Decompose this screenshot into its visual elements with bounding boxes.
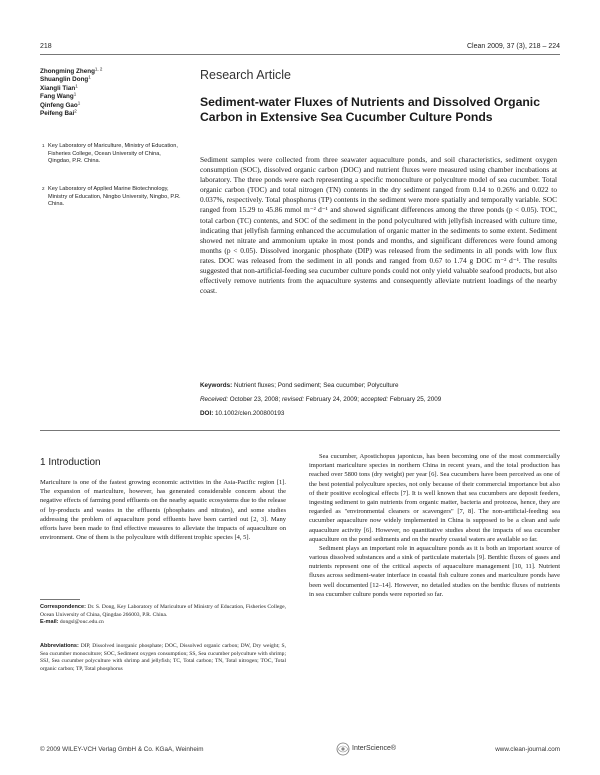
abbreviations-note: Abbreviations: DIP, Dissolved inorganic phosphate; DOC, Dissolved organic carbon; DW, Dry weight; S, Sea cucumber monoculture; SOC, Sediment oxygen consumption; SS, Sea cucumber polyculture with shrimp; SSJ, Sea cucumber polyculture with shrimp and jellyfish; TC, Total carbon; TN, Total nitrogen; TOC, Total organic carbon; TP, Total phosphorus [40,643,286,672]
author: Shuanglin Dong$^1$ [40,74,91,84]
intro-left-column [40,478,286,542]
author: Qinfeng Gao$^1$ [40,100,81,109]
email-link[interactable]: dongsl@ouc.edu.cn [59,619,104,626]
footnote-rule [40,599,80,600]
correspondence-note: Correspondence: Dr. S. Dong, Key Laboratory of Mariculture of Ministry of Education, Fisheries College, Ocean University of China, Qingdao 266003, P.R. China. E-mail: dongsl@ouc.edu.cn [40,604,287,626]
interscience-wordmark: InterScience® [352,745,397,752]
page-number: 218 [40,43,52,50]
copyright: © 2009 WILEY-VCH Verlag GmbH & Co. KGaA, Weinheim [40,746,204,753]
doi-link[interactable]: 10.1002/clen.200800193 [215,410,285,417]
affiliation: 1 Key Laboratory of Mariculture, Ministry of Education, Fisheries College, Ocean University of China, Qingdao, P.R. China. [42,143,178,165]
journal-citation: Clean 2009, 37 (3), 218 – 224 [466,43,560,50]
paragraph: Sea cucumber, Apostichopus japonicus, has been becoming one of the most commercially important mariculture species in northern China in recent years, and the total production has reached over 5800 tons (dry weight) per year [6]. Sea cucumbers have been perceived as one of the best potential polyculture species, not only because of their commercial importance but also of their positive ecological effects [7]. It is well known that sea cucumbers are deposit feeders, ingesting sediment to gain nutrients from organic matter, bacteria and protozoa, hence, they are regarded as "environmental cleaners or scavengers" [7, 8]. The non-artificial-feeding sea cucumber aquaculture now widely implemented in China is supposed to be a clean and safe aquaculture activity [6]. However, no quantitative studies about the impacts of sea cucumber aquaculture on the pond sediments and on the nearby coastal waters are available so far. [309,453,560,543]
section-heading: 1 Introduction [40,457,101,468]
author: Xiangli Tian$^1$ [40,83,78,92]
interscience-logo [335,739,399,759]
section-label: Research Article [200,68,292,82]
author: Peifeng Bai$^2$ [40,108,77,118]
dates-line: Received: October 23, 2008; revised: February 24, 2009; accepted: February 25, 2009 [200,396,442,403]
intro-right-column [309,452,560,599]
article-title: Sediment-water Fluxes of Nutrients and Dissolved Organic Carbon in Extensive Sea Cucumber Culture Ponds [200,95,540,124]
abstract: Sediment samples were collected from three seawater aquaculture ponds, and soil characteristics, sediment oxygen consumption (SOC), dissolved organic carbon (DOC) and nutrient fluxes were measured using chamber incubations at laboratory. The three ponds were each representing a specific monoculture or polyculture model of sea cucumber. Total organic carbon (TOC) and total nitrogen (TN) contents in the dry sediment ranged from 0.14 to 0.26% and 0.022 to 0.037%, respectively. Total phosphorus (TP) contents in the sediment were more spatially and temporally variable. SOC ranged from 15.29 to 45.86 mmol m⁻² d⁻¹ and showed significant differences among the three ponds (p < 0.05). TOC, total carbon (TC) contents, and SOC of the sediment in the pond polycultured with jellyfish increased with culture time, indicating that jellyfish farming enhanced the accumulation of organic matter in the sediments to some extent. Sediment showed net nitrate and ammonium uptake in most ponds and months, and significant differences were found among months (p < 0.05). Dissolved inorganic phosphate (DIP) was released from the sediments in all ponds with low flux rates. DOC was released from the sediment in all ponds and ranged from 0.67 to 1.74 g DOC m⁻² d⁻¹. The results suggested that non-artificial-feeding sea cucumber culture ponds could not only yield valuable seafood products, but also effectively remove nutrients from the aquaculture systems and consequently alleviate nutrient loadings of the nearby coast. [200,155,557,296]
paragraph: Mariculture is one of the fastest growing economic activities in the Asia-Pacific region [1]. The expansion of mariculture, however, has generated considerable concern about the negative effects of farming pond effluents on the nearby aquatic ecosystems due to the release of by-products and wastes in the effluents (phosphates and nitrates), and some studies addressing the problem of aquaculture pond effluents have been carried out [2, 3]. Many efforts have been made to find effective measures to alleviate the impacts of aquaculture on environment. One of them is the polyculture with different trophic species [4, 5]. [40,479,286,542]
author: Zhongming Zheng$^{1, 2}$ [40,66,103,75]
affiliation: 2 Key Laboratory of Applied Marine Biotechnology, Ministry of Education, Ningbo University, Ningbo, P.R. China. [42,186,181,208]
journal-url[interactable]: www.clean-journal.com [495,746,560,753]
doi-line: DOI: 10.1002/clen.200800193 [200,410,285,417]
paragraph: Sediment plays an important role in aquaculture ponds as it is both an important source of various dissolved substances and a sink of particulate materials [9]. Benthic fluxes of gases and nutrients represent one of the critical aspects of aquaculture management [10, 11]. Nutrient fluxes across sediment-water interface in coastal fish culture zones and mariculture ponds have been well documented [12–14]. However, no detailed studies on the benthic fluxes of nutrients in sea cucumber culture ponds were reported so far. [309,544,560,598]
author-list [40,68,180,118]
keywords-line: Keywords: Nutrient fluxes; Pond sediment; Sea cucumber; Polyculture [200,382,399,389]
abstract-divider [40,430,560,431]
header-rule [40,54,560,55]
author: Fang Wang$^1$ [40,91,77,101]
